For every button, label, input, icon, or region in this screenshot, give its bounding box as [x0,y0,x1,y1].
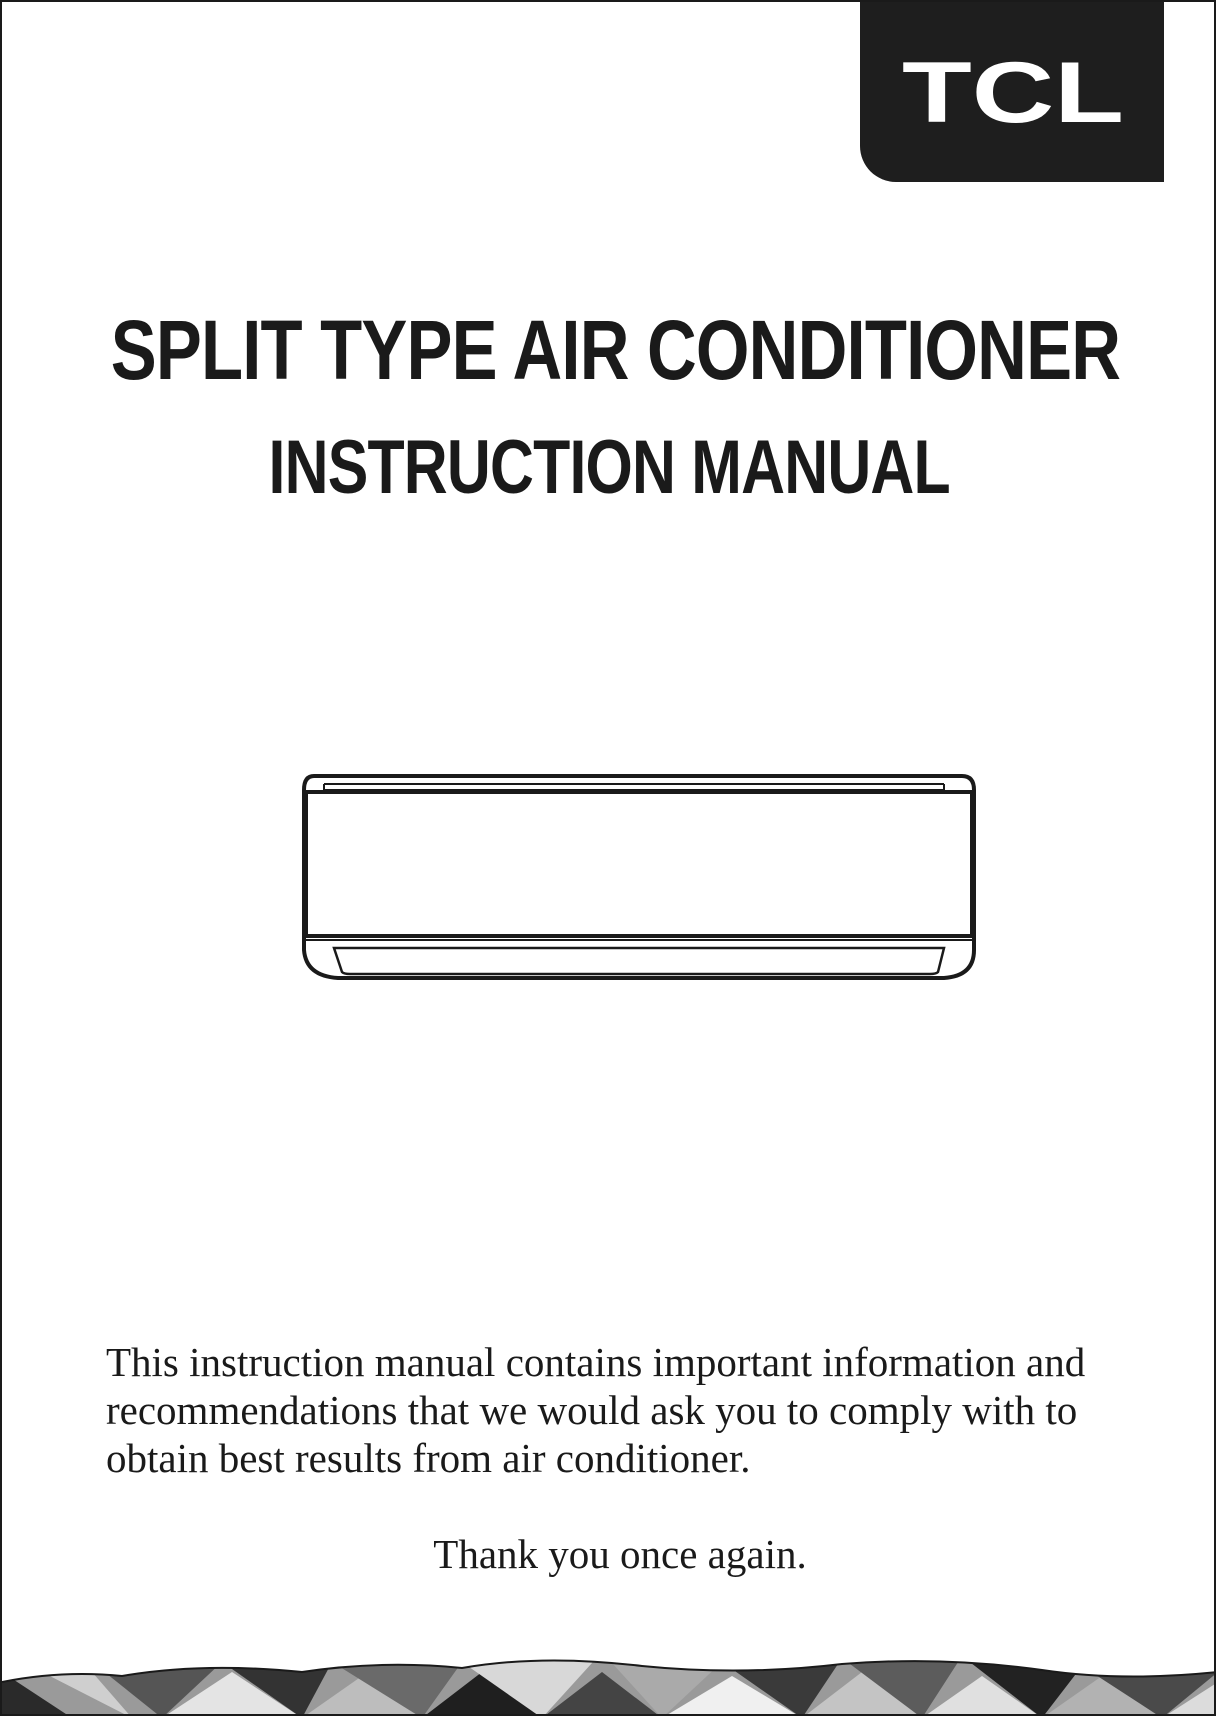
intro-paragraph [106,1338,1166,1482]
tcl-logo [902,58,1124,128]
intro-line: This instruction manual contains important information and [106,1339,1086,1385]
thanks-line: Thank you once again. [433,1531,807,1577]
intro-line: obtain best results from air conditioner. [106,1435,751,1481]
wall-mounted-air-conditioner-icon [298,770,980,991]
intro-line: recommendations that we would ask you to comply with to [106,1387,1078,1433]
decorative-wave-band [2,1642,1216,1716]
manual-subtitle: INSTRUCTION MANUAL [268,425,950,510]
tcl-logo-text: TCL [902,58,1124,128]
manual-title: SPLIT TYPE AIR CONDITIONER [110,303,1121,397]
brand-logo-tab [860,2,1164,182]
